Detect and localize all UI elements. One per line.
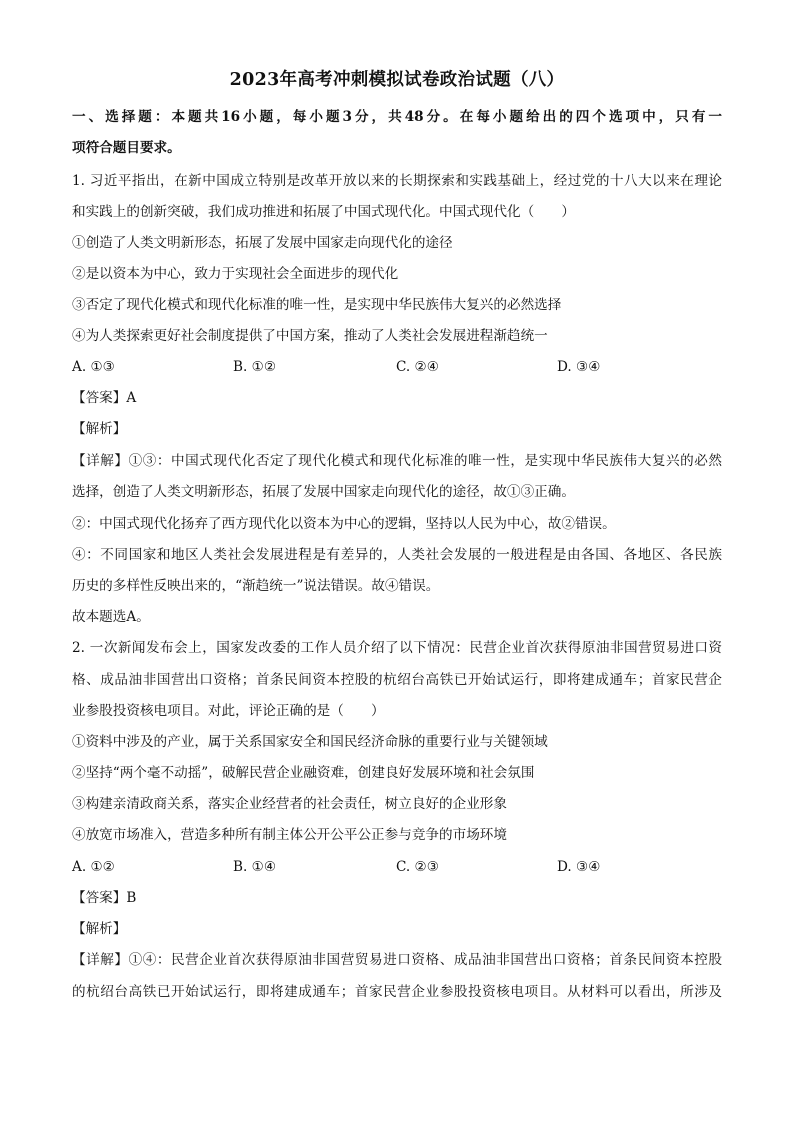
q2-statement-1: ①资料中涉及的产业，属于关系国家安全和国民经济命脉的重要行业与关键领域 — [72, 734, 548, 750]
q1-detail-line2: 选择，创造了人类文明新形态，拓展了发展中国家走向现代化的途径，故①③正确。 — [72, 484, 575, 500]
q1-detail-line4: ④：不同国家和地区人类社会发展进程是有差异的，人类社会发展的一般进程是由各国、各地区、各民族 — [72, 547, 722, 563]
q2-detail-line2: 的杭绍台高铁已开始试运行，即将建成通车；首家民营企业参股投资核电项目。从材料可以看出，所涉及 — [72, 984, 722, 1000]
q1-option-c: C. ②④ — [396, 359, 439, 375]
q1-statement-2: ②是以资本为中心，致力于实现社会全面进步的现代化 — [72, 266, 399, 282]
q2-stem-line2: 格、成品油非国营出口资格；首条民间资本控股的杭绍台高铁已开始试运行，即将建成通车；首家民营企 — [72, 672, 722, 688]
q1-stem-line1: 1. 习近平指出，在新中国成立特别是改革开放以来的长期探索和实践基础上，经过党的十八大以来在理论 — [72, 173, 722, 189]
section-heading-line2: 项符合题目要求。 — [72, 140, 181, 156]
q2-statement-3: ③构建亲清政商关系，落实企业经营者的社会责任，树立良好的企业形象 — [72, 796, 507, 812]
q2-option-d: D. ③④ — [557, 859, 601, 875]
q2-option-c: C. ②③ — [396, 859, 439, 875]
q1-statement-4: ④为人类探索更好社会制度提供了中国方案，推动了人类社会发展进程渐趋统一 — [72, 328, 548, 344]
q2-option-a: A. ①② — [72, 859, 115, 875]
q2-stem-line3: 业参股投资核电项目。对此，评论正确的是（ ） — [72, 703, 385, 719]
q1-option-b: B. ①② — [233, 359, 277, 375]
q1-detail-line1: 【详解】①③：中国式现代化否定了现代化模式和现代化标准的唯一性，是实现中华民族伟大复兴的必然 — [72, 453, 722, 469]
q1-stem-line2: 和实践上的创新突破，我们成功推进和拓展了中国式现代化。中国式现代化（ ） — [72, 204, 575, 220]
q1-detail-line3: ②：中国式现代化扬弃了西方现代化以资本为中心的逻辑，坚持以人民为中心，故②错误。 — [72, 516, 616, 532]
q1-option-d: D. ③④ — [557, 359, 601, 375]
section-heading-line1: 一、选择题：本题共16小题，每小题3分，共48分。在每小题给出的四个选项中，只有一 — [72, 109, 722, 125]
q2-option-b: B. ①④ — [233, 859, 277, 875]
q1-statement-1: ①创造了人类文明新形态，拓展了发展中国家走向现代化的途径 — [72, 235, 453, 251]
q2-statement-2: ②坚持“两个毫不动摇”，破解民营企业融资难，创建良好发展环境和社会氛围 — [72, 765, 535, 781]
page-title: 2023年高考冲刺模拟试卷政治试题（八） — [229, 70, 565, 90]
q2-stem-line1: 2. 一次新闻发布会上，国家发改委的工作人员介绍了以下情况：民营企业首次获得原油非国营贸易进口资 — [72, 640, 722, 656]
q1-analysis-heading: 【解析】 — [72, 421, 127, 437]
q1-detail-line5: 历史的多样性反映出来的，“渐趋统一”说法错误。故④错误。 — [72, 578, 440, 594]
q2-detail-line1: 【详解】①④：民营企业首次获得原油非国营贸易进口资格、成品油非国营出口资格；首条民间资本控股 — [72, 952, 722, 968]
q1-answer: 【答案】A — [72, 390, 137, 406]
q1-conclusion: 故本题选A。 — [72, 609, 150, 625]
q1-option-a: A. ①③ — [72, 359, 115, 375]
q2-answer: 【答案】B — [72, 890, 137, 906]
q2-analysis-heading: 【解析】 — [72, 921, 127, 937]
q2-statement-4: ④放宽市场准入，营造多种所有制主体公开公平公正参与竞争的市场环境 — [72, 827, 507, 843]
q1-statement-3: ③否定了现代化模式和现代化标准的唯一性，是实现中华民族伟大复兴的必然选择 — [72, 297, 562, 313]
